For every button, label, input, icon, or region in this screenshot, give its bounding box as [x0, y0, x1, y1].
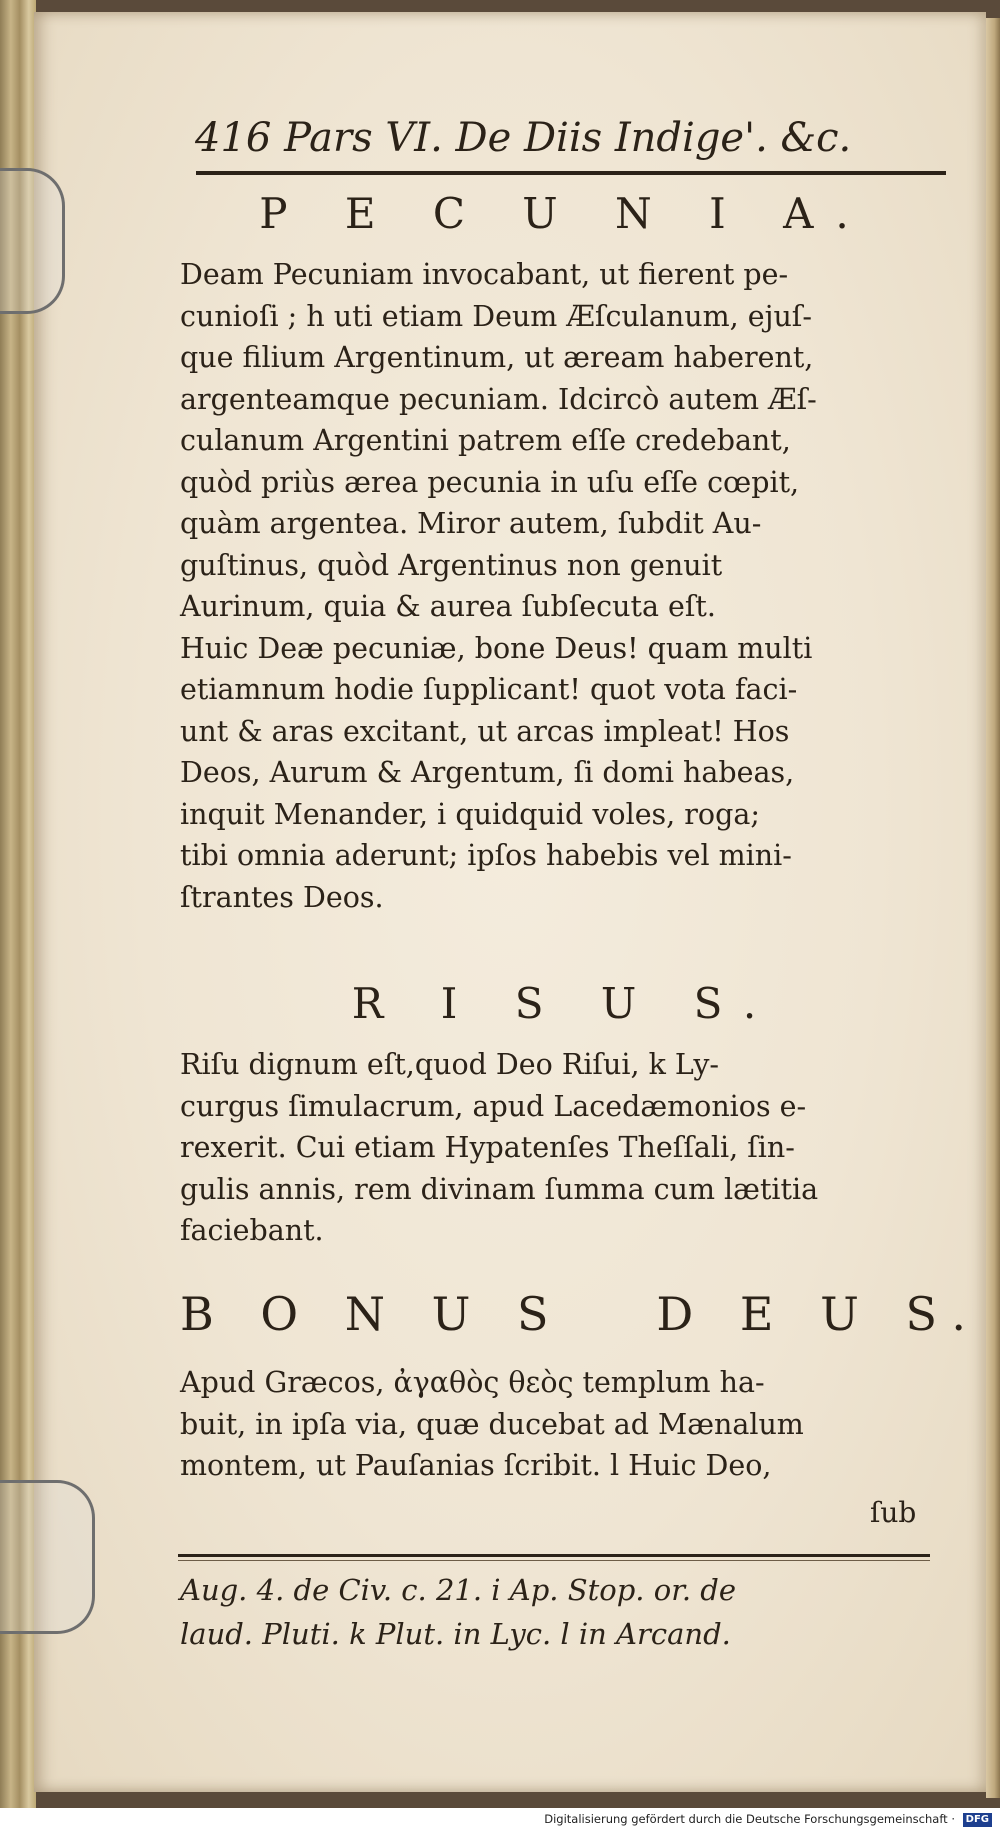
- dfg-logo: DFG: [963, 1813, 992, 1827]
- footnotes: [180, 1568, 940, 1656]
- running-header: 416 Pars VI. De Diis Indige'. &c.: [195, 115, 852, 161]
- text-line: Aurinum, quia & aurea ſubſecuta eſt.: [180, 590, 716, 623]
- text-line: curgus ſimulacrum, apud Lacedæmonios e-: [180, 1089, 807, 1123]
- text-line: etiamnum hodie ſupplicant! quot vota faci-: [180, 673, 798, 706]
- text-line: argenteamque pecuniam. Idcircò autem Æſ-: [180, 382, 817, 416]
- text-line: inquit Menander, i quidquid voles, roga;: [180, 797, 760, 831]
- text-line: Riſu dignum eſt,quod Deo Riſui, k Ly-: [180, 1048, 720, 1081]
- footnote-rule-secondary: [178, 1560, 930, 1561]
- text-line: que filium Argentinum, ut æream haberent,: [180, 341, 814, 374]
- page-clip-bottom: [0, 1480, 95, 1634]
- section-title-risus: R I S U S.: [351, 979, 779, 1028]
- section-title-bonus-deus: B O N U S D E U S.: [180, 1287, 982, 1341]
- footnote-line: laud. Pluti. k Plut. in Lyc. l in Arcand.: [180, 1617, 731, 1651]
- page-clip-top: [0, 168, 65, 314]
- text-line: quòd priùs ærea pecunia in uſu eſſe cœpit,: [180, 465, 800, 499]
- text-line: montem, ut Pauſanias ſcribit. l Huic Deo,: [180, 1449, 772, 1482]
- digitization-credit-text: Digitalisierung gefördert durch die Deutsche Forschungsgemeinschaft ·: [544, 1812, 955, 1826]
- text-line: Huic Deæ pecuniæ, bone Deus! quam multi: [180, 631, 813, 665]
- text-line: rexerit. Cui etiam Hypatenſes Theſſali, ſin-: [180, 1131, 795, 1164]
- section-title-pecunia: P E C U N I A.: [259, 189, 871, 238]
- page-edge: [986, 18, 1000, 1798]
- text-line: Apud Græcos, ἀγαθὸς θεὸς templum ha-: [180, 1366, 765, 1399]
- text-line: tibi omnia aderunt; ipſos habebis vel mini-: [180, 839, 792, 872]
- paragraph-bonus-deus: [180, 1362, 950, 1487]
- text-line: unt & aras excitant, ut arcas impleat! Hos: [180, 714, 790, 748]
- footnote-rule: [178, 1554, 930, 1557]
- text-line: Deos, Aurum & Argentum, ſi domi habeas,: [180, 756, 795, 789]
- text-line: faciebant.: [180, 1214, 324, 1247]
- footnote-line: Aug. 4. de Civ. c. 21. i Ap. Stop. or. de: [180, 1573, 737, 1607]
- header-rule: [196, 171, 946, 175]
- catchword: ſub: [870, 1496, 917, 1529]
- text-line: quàm argentea. Miror autem, ſubdit Au-: [180, 507, 762, 540]
- text-line: buit, in ipſa via, quæ ducebat ad Mænalum: [180, 1407, 804, 1441]
- digitization-credit: [544, 1810, 992, 1829]
- text-line: cunioſi ; h uti etiam Deum Æſculanum, ejuſ-: [180, 299, 812, 333]
- text-line: guſtinus, quòd Argentinus non genuit: [180, 548, 723, 582]
- text-line: gulis annis, rem divinam ſumma cum lætitia: [180, 1172, 819, 1206]
- text-line: Deam Pecuniam invocabant, ut fierent pe-: [180, 258, 789, 291]
- text-line: ſtrantes Deos.: [180, 880, 384, 914]
- paragraph-risus: [180, 1044, 950, 1252]
- paragraph-pecunia: [180, 254, 950, 918]
- text-line: culanum Argentini patrem eſſe credebant,: [180, 424, 791, 457]
